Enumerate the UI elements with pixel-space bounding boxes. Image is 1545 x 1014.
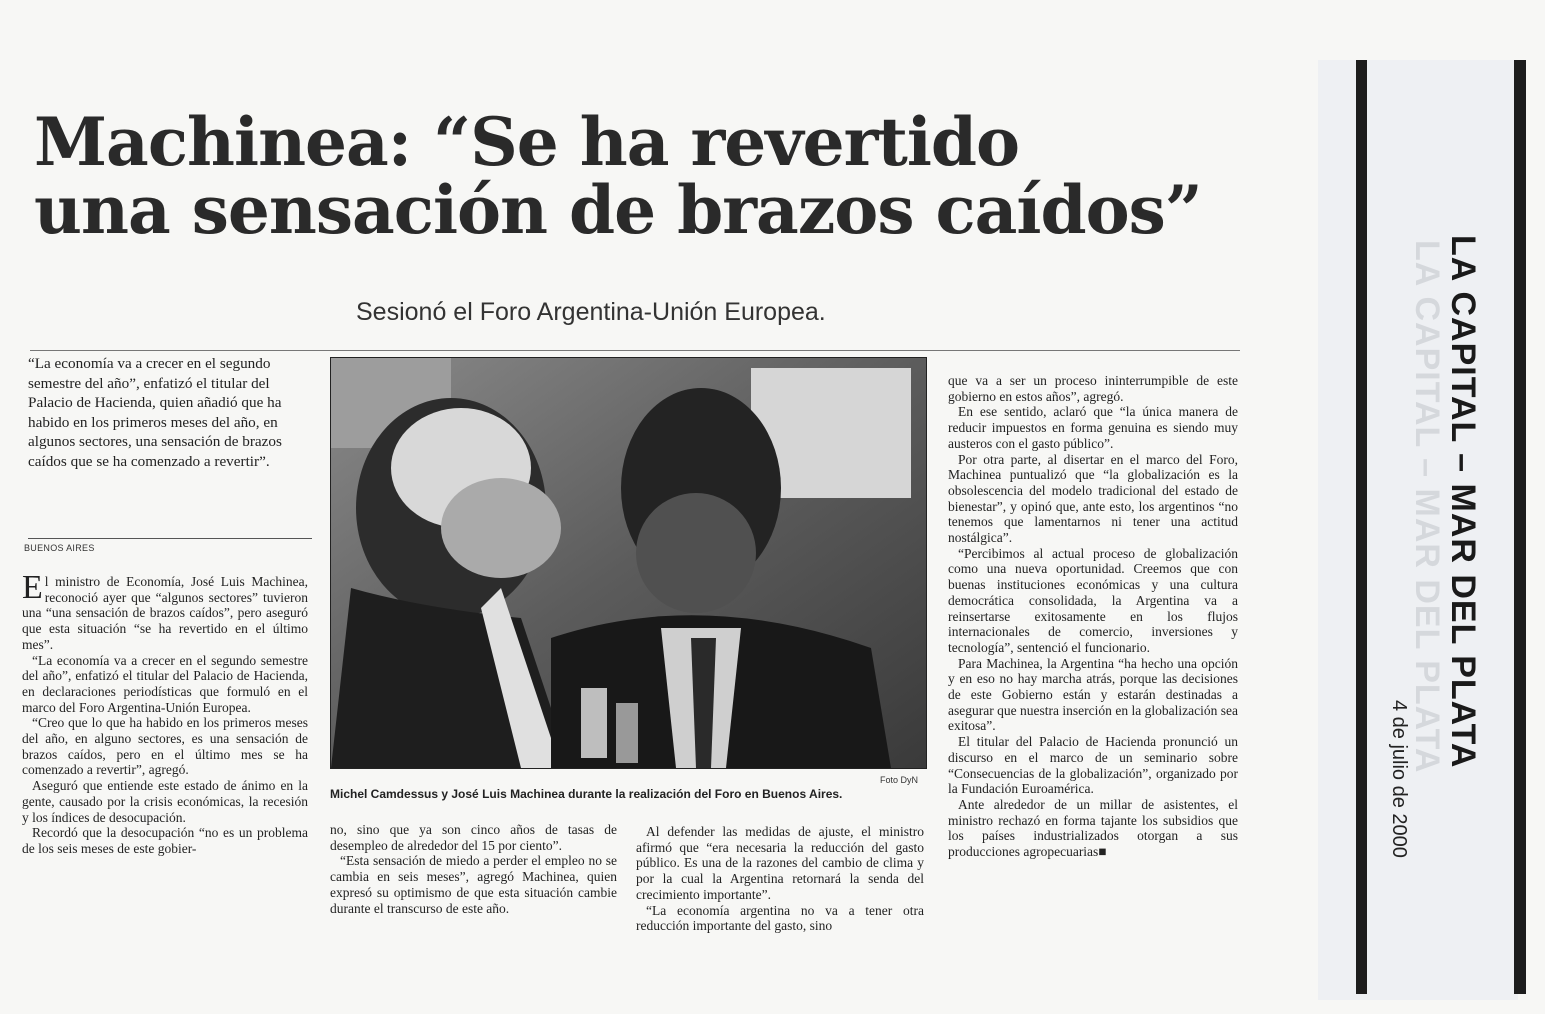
paragraph: Aseguró que entiende este estado de ánimo en la gente, causado por la crisis económicas, la recesión y los índices de desocupación. — [22, 778, 308, 825]
paragraph: “La economía argentina no va a tener otra reducción importante del gasto, sino — [636, 902, 924, 934]
top-rule-divider — [30, 350, 1240, 351]
pull-quote-divider — [28, 538, 312, 539]
paragraph — [22, 569, 308, 653]
paragraph: El titular del Palacio de Hacienda pronunció un discurso en el marco de un seminario sobre “Consecuencias de la globalización”, organizado por la Fundación Euroamérica. — [948, 734, 1238, 797]
paragraph: Al defender las medidas de ajuste, el ministro afirmó que “era necesaria la reducción del gasto público. Es una de la razones del cambio de clima y por la cual la Argentina retornará la senda del crecimiento importante”. — [636, 824, 924, 902]
dateline: BUENOS AIRES — [24, 543, 95, 553]
masthead-date: 4 de julio de 2000 — [1388, 700, 1410, 858]
paragraph: no, sino que ya son cinco años de tasas de desempleo de alrededor del 15 por ciento”. — [330, 822, 617, 853]
masthead-bleedthrough: LA CAPITAL – MAR DEL PLATA — [1408, 240, 1446, 774]
photo-image — [331, 358, 926, 768]
pull-quote: “La economía va a crecer en el segundo semestre del año”, enfatizó el titular del Palacio de Hacienda, quien añadió que ha habido en los primeros meses del año, en algunos sectores, una sensación de brazos caídos que se ha comenzado a revertir”. — [28, 355, 282, 470]
paragraph-text: l ministro de Economía, José Luis Machinea, reconoció ayer que “algunos sectores” tuvieron una “una sensación de brazos caídos”, pero aseguró que esta situación “se ha revertido en el último mes”. — [22, 574, 308, 652]
paragraph: Ante alrededor de un millar de asistentes, el ministro rechazó en forma tajante los subsidios que los países industrializados otorgan a sus producciones agropecuarias■ — [948, 796, 1238, 860]
paragraph: En ese sentido, aclaró que “la única manera de reducir impuestos en forma genuina es siendo muy austeros con el gasto público”. — [948, 404, 1238, 451]
paragraph: “Percibimos al actual proceso de globalización como una nueva oportunidad. Creemos que con buenas instituciones económicas y una cultura democrática consolidada, la Argentina va a reinsertarse exitosamente en los flujos internacionales de comercio, inversiones y tecnología”, sentenció el funcionario. — [948, 545, 1238, 655]
paragraph: Por otra parte, al disertar en el marco del Foro, Machinea puntualizó que “la globalización es la obsolescencia del modelo tradicional del estado de bienestar”, y opinó que, ante esto, los argentinos “no tenemos que lamentarnos ni tener una actitud nostálgica”. — [948, 451, 1238, 546]
headline-line-2: una sensación de brazos caídos” — [34, 171, 1202, 249]
paragraph: “Creo que lo que ha habido en los primeros meses del año, en alguno sectores, es una sensación de brazos caídos, pero en el último mes se ha comenzado a revertir”, agregó. — [22, 715, 308, 778]
masthead-right-bar — [1514, 60, 1526, 994]
masthead-left-bar — [1356, 60, 1367, 994]
paragraph: Para Machinea, la Argentina “ha hecho una opción y en eso no hay marcha atrás, porque las decisiones de este Gobierno están y estarán destinadas a asegurar que nuestra inserción en la globalización sea exitosa”. — [948, 655, 1238, 734]
photo-credit: Foto DyN — [880, 775, 919, 785]
paragraph: que va a ser un proceso ininterrumpible de este gobierno en estos años”, agregó. — [948, 373, 1238, 404]
article-column-1 — [22, 569, 308, 857]
headline — [34, 103, 1234, 249]
paragraph: “La economía va a crecer en el segundo semestre del año”, enfatizó el titular del Palacio de Hacienda, en declaraciones periodísticas que formuló en el marco del Foro Argentina-Unión Europea. — [22, 652, 308, 715]
drop-cap: E — [22, 569, 43, 606]
subheadline: Sesionó el Foro Argentina-Unión Europea. — [356, 298, 826, 326]
paragraph: Recordó que la desocupación “no es un problema de los seis meses de este gobier- — [22, 825, 308, 856]
photo-caption: Michel Camdessus y José Luis Machinea durante la realización del Foro en Buenos Aires. — [330, 787, 843, 801]
masthead-title: LA CAPITAL – MAR DEL PLATA — [1444, 235, 1482, 769]
article-column-4 — [948, 373, 1238, 860]
news-photo — [330, 357, 927, 769]
article-column-2 — [330, 822, 617, 916]
headline-line-1: Machinea: “Se ha revertido — [34, 103, 1020, 181]
article-column-3 — [636, 824, 924, 934]
paragraph: “Esta sensación de miedo a perder el empleo no se cambia en seis meses”, agregó Machinea, quien expresó su optimismo de que esta situación cambie durante el transcurso de este año. — [330, 853, 617, 916]
